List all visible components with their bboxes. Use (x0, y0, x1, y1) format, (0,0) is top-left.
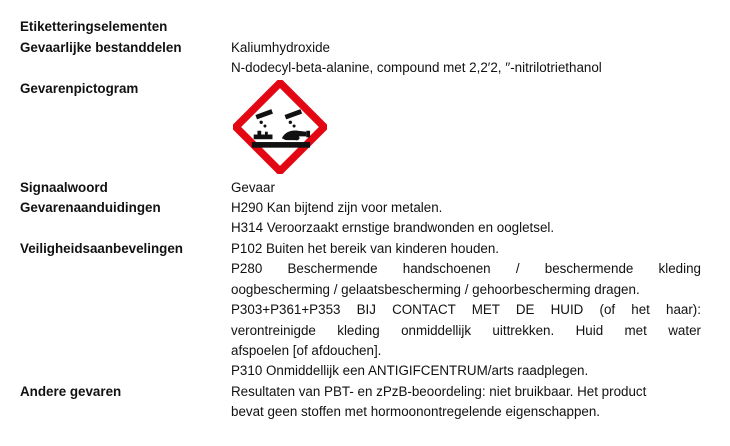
precautionary-statement: P303+P361+P353 BIJ CONTACT MET DE HUID (of het haar): (231, 302, 701, 318)
hazard-statement: H290 Kan bijtend zijn voor metalen. (231, 200, 443, 215)
corrosion-icon (233, 80, 327, 174)
hazardous-ingredients-label: Gevaarlijke bestanddelen (20, 40, 182, 55)
other-hazards-text (231, 382, 701, 423)
hazard-statements-label: Gevarenaanduidingen (20, 200, 161, 215)
precautionary-statements-label: Veiligheidsaanbevelingen (20, 241, 183, 256)
signal-word-value-wrap (231, 178, 701, 198)
other-hazards-label: Andere gevaren (20, 384, 122, 399)
signal-word-value: Gevaar (231, 180, 275, 195)
other-hazards-line: bevat geen stoffen met hormoonontregelende eigenschappen. (231, 404, 601, 420)
hazardous-ingredients-values (231, 38, 701, 79)
precautionary-statements-list (231, 239, 701, 382)
ingredient-item: N-dodecyl-beta-alanine, compound met 2,2′2, ′′-nitrilotriethanol (231, 60, 602, 76)
hazard-statement: H314 Veroorzaakt ernstige brandwonden en oogletsel. (231, 220, 555, 236)
precautionary-statement: P102 Buiten het bereik van kinderen houden. (231, 241, 500, 256)
signal-word-label: Signaalwoord (20, 180, 108, 195)
precautionary-statement: verontreinigde kleding onmiddellijk uittrekken. Huid met water (231, 322, 701, 338)
precautionary-statement: P280 Beschermende handschoenen / beschermende kleding (231, 261, 701, 277)
precautionary-statement: afspoelen [of afdouchen]. (231, 343, 382, 359)
ingredient-item: Kaliumhydroxide (231, 40, 330, 55)
hazard-statements-list (231, 198, 701, 239)
precautionary-statement: oogbescherming / gelaatsbescherming / gehoorbescherming dragen. (231, 281, 640, 297)
section-title: Etiketteringselementen (20, 19, 168, 34)
precautionary-statement: P310 Onmiddellijk een ANTIGIFCENTRUM/arts raadplegen. (231, 363, 589, 379)
other-hazards-line: Resultaten van PBT- en zPzB-beoordeling: niet bruikbaar. Het product (231, 384, 647, 399)
pictogram-label: Gevarenpictogram (20, 81, 139, 96)
